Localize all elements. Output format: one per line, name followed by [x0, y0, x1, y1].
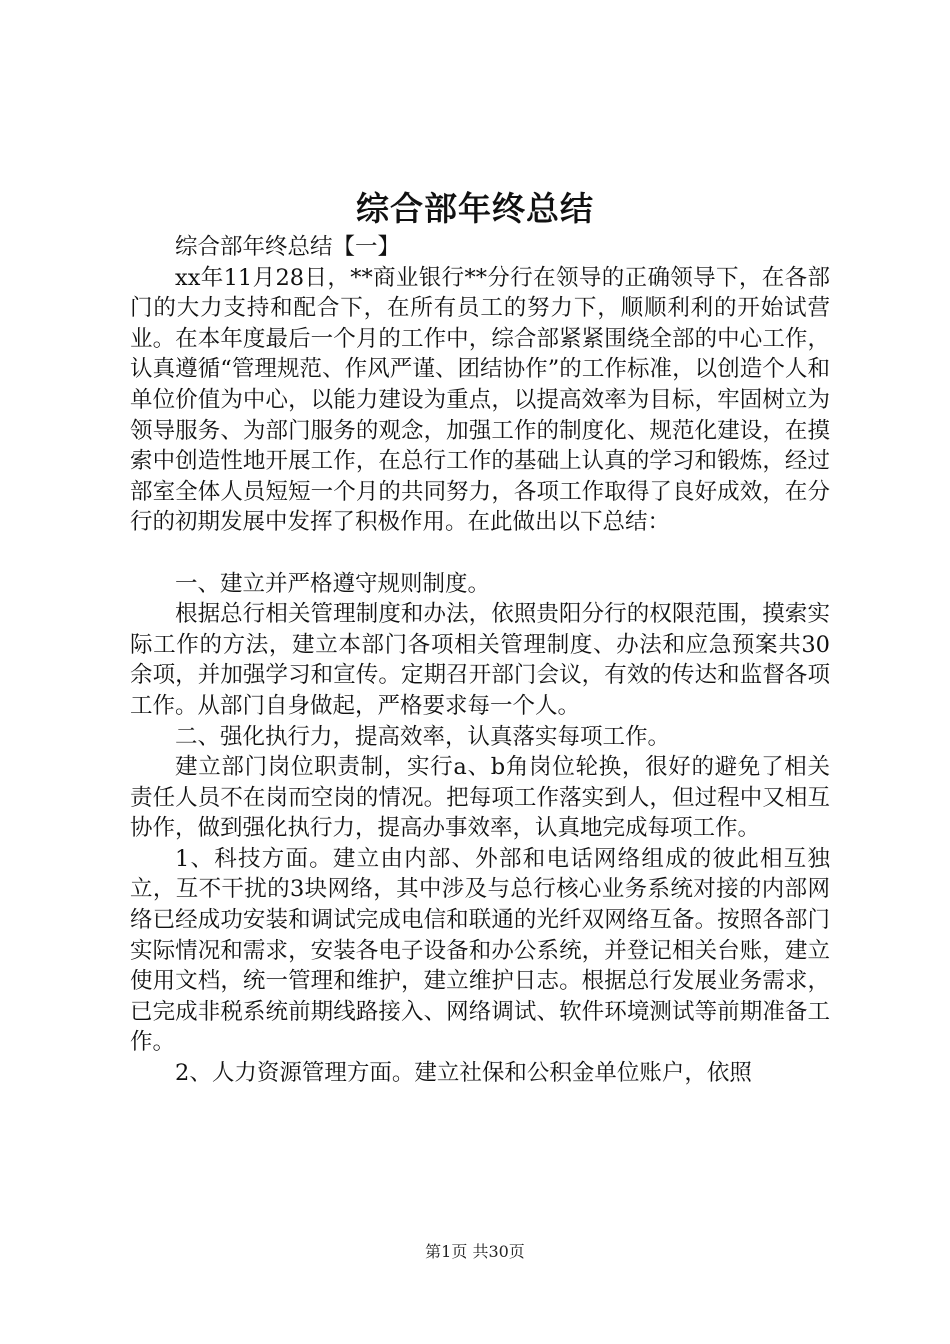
paragraph-heading: 一、建立并严格遵守规则制度。	[175, 570, 491, 597]
paragraph: 2、人力资源管理方面。建立社保和公积金单位账户，依照	[175, 1060, 752, 1087]
document-body	[130, 232, 830, 1089]
paragraph: 1、科技方面。建立由内部、外部和电话网络组成的彼此相互独立，互不干扰的3块网络，其中涉及与总行核心业务系统对接的内部网络已经成功安装和调试完成电信和联通的光纤双网络互备。按照各部门实际情况和需求，安装各电子设备和办公系统，并登记相关台账，建立使用文档，统一管理和维护，建立维护日志。根据总行发展业务需求，已完成非税系统前期线路接入、网络调试、软件环境测试等前期准备工作。	[130, 845, 830, 1056]
paragraph: 建立部门岗位职责制，实行a、b角岗位轮换，很好的避免了相关责任人员不在岗而空岗的情况。把每项工作落实到人，但过程中又相互协作，做到强化执行力，提高办事效率，认真地完成每项工作。	[130, 754, 830, 842]
paragraph: 根据总行相关管理制度和办法，依照贵阳分行的权限范围，摸索实际工作的方法，建立本部门各项相关管理制度、办法和应急预案共30余项，并加强学习和宣传。定期召开部门会议，有效的传达和监督各项工作。从部门自身做起，严格要求每一个人。	[130, 601, 830, 719]
paragraph-heading: 二、强化执行力，提高效率，认真落实每项工作。	[175, 723, 671, 750]
page-number: 第1页 共30页	[425, 1242, 525, 1261]
section-heading: 综合部年终总结【一】	[175, 234, 401, 260]
paragraph: xx年11月28日，**商业银行**分行在领导的正确领导下，在各部门的大力支持和配合下，在所有员工的努力下，顺顺利利的开始试营业。在本年度最后一个月的工作中，综合部紧紧围绕全部的中心工作，认真遵循“管理规范、作风严谨、团结协作”的工作标准，以创造个人和单位价值为中心，以能力建设为重点，以提高效率为目标，牢固树立为领导服务、为部门服务的观念，加强工作的制度化、规范化建设，在摸索中创造性地开展工作，在总行工作的基础上认真的学习和锻炼，经过部室全体人员短短一个月的共同努力，各项工作取得了良好成效，在分行的初期发展中发挥了积极作用。在此做出以下总结：	[130, 264, 830, 536]
document-title: 综合部年终总结	[356, 189, 594, 228]
